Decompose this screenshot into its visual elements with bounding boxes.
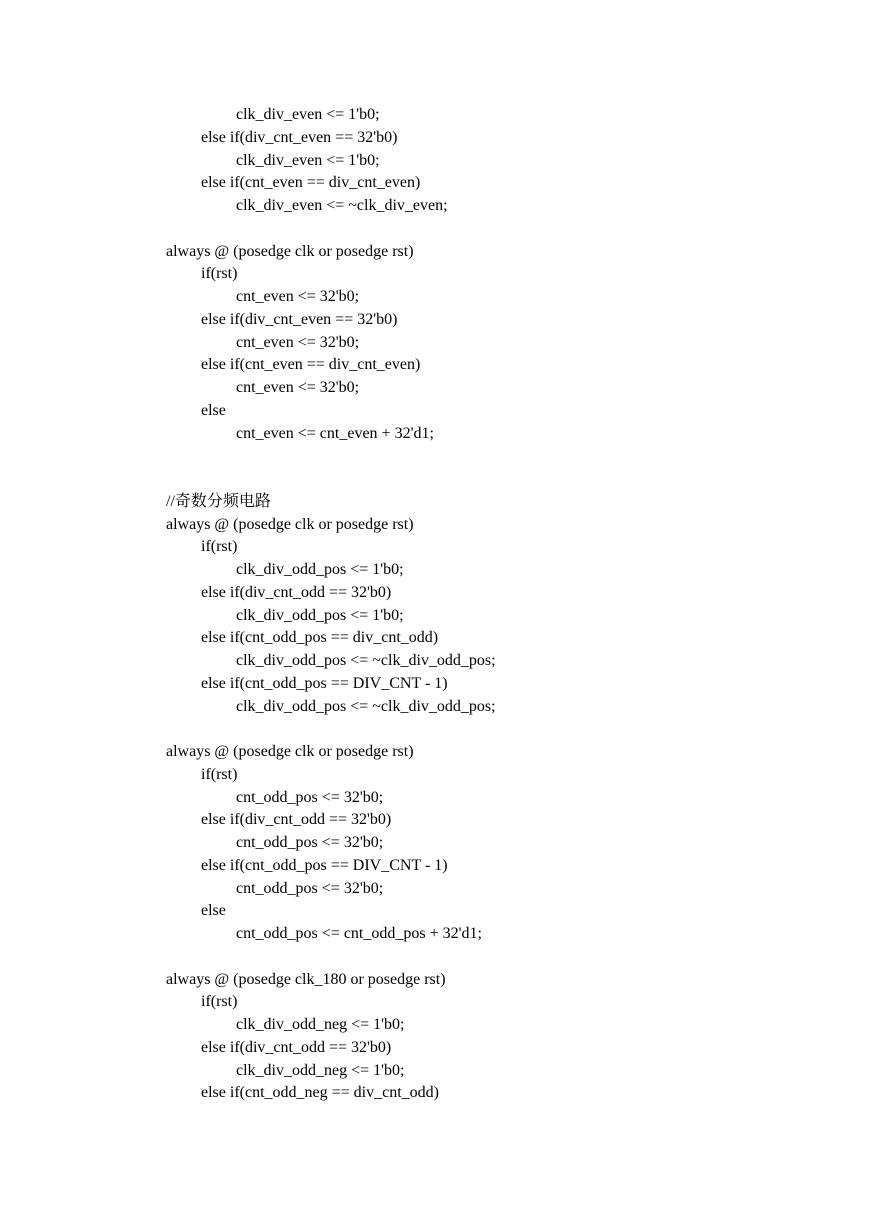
code-line: if(rst): [201, 538, 238, 556]
code-line: clk_div_odd_pos <= 1'b0;: [236, 561, 404, 578]
code-line: cnt_even <= 32'b0;: [236, 333, 360, 351]
code-line: if(rst): [201, 265, 238, 283]
code-line: else if(div_cnt_even == 32'b0): [201, 128, 398, 146]
code-line: else: [201, 401, 226, 419]
blank-line: [166, 718, 496, 741]
code-line: else if(div_cnt_odd == 32'b0): [201, 811, 392, 829]
blank-line: [166, 218, 496, 241]
code-line: else if(div_cnt_even == 32'b0): [201, 310, 398, 328]
code-line: clk_div_odd_pos <= 1'b0;: [236, 606, 404, 624]
code-line: cnt_odd_pos <= cnt_odd_pos + 32'd1;: [236, 925, 482, 942]
code-line: cnt_odd_pos <= 32'b0;: [236, 879, 384, 897]
code-line: clk_div_even <= 1'b0;: [236, 106, 380, 123]
code-listing: [166, 104, 496, 1105]
code-line: else if(div_cnt_odd == 32'b0): [201, 1038, 392, 1056]
code-line: cnt_even <= cnt_even + 32'd1;: [236, 424, 434, 442]
code-line: always @ (posedge clk_180 or posedge rst): [166, 970, 446, 988]
code-line: cnt_odd_pos <= 32'b0;: [236, 788, 384, 806]
code-comment-line: //奇数分频电路: [166, 492, 271, 510]
code-line: cnt_even <= 32'b0;: [236, 288, 360, 305]
code-line: clk_div_even <= ~clk_div_even;: [236, 197, 448, 214]
code-line: always @ (posedge clk or posedge rst): [166, 242, 414, 260]
blank-line: [166, 445, 496, 468]
code-line: else if(div_cnt_odd == 32'b0): [201, 583, 392, 601]
code-line: if(rst): [201, 765, 238, 783]
code-line: clk_div_odd_pos <= ~clk_div_odd_pos;: [236, 697, 496, 715]
blank-line: [166, 468, 496, 491]
code-line: else if(cnt_even == div_cnt_even): [201, 356, 421, 374]
code-line: cnt_even <= 32'b0;: [236, 379, 360, 396]
code-line: clk_div_odd_neg <= 1'b0;: [236, 1061, 405, 1079]
blank-line: [166, 946, 496, 969]
code-line: else: [201, 902, 226, 920]
code-line: clk_div_odd_pos <= ~clk_div_odd_pos;: [236, 652, 496, 669]
code-line: else if(cnt_odd_neg == div_cnt_odd): [201, 1084, 439, 1102]
code-line: if(rst): [201, 993, 238, 1011]
code-line: else if(cnt_odd_pos == DIV_CNT - 1): [201, 674, 448, 692]
code-line: else if(cnt_even == div_cnt_even): [201, 174, 421, 192]
code-line: always @ (posedge clk or posedge rst): [166, 515, 414, 533]
code-line: clk_div_odd_neg <= 1'b0;: [236, 1016, 405, 1033]
code-line: cnt_odd_pos <= 32'b0;: [236, 834, 384, 851]
code-line: else if(cnt_odd_pos == div_cnt_odd): [201, 629, 439, 647]
code-line: always @ (posedge clk or posedge rst): [166, 743, 414, 760]
code-line: else if(cnt_odd_pos == DIV_CNT - 1): [201, 856, 448, 874]
code-line: clk_div_even <= 1'b0;: [236, 151, 380, 169]
